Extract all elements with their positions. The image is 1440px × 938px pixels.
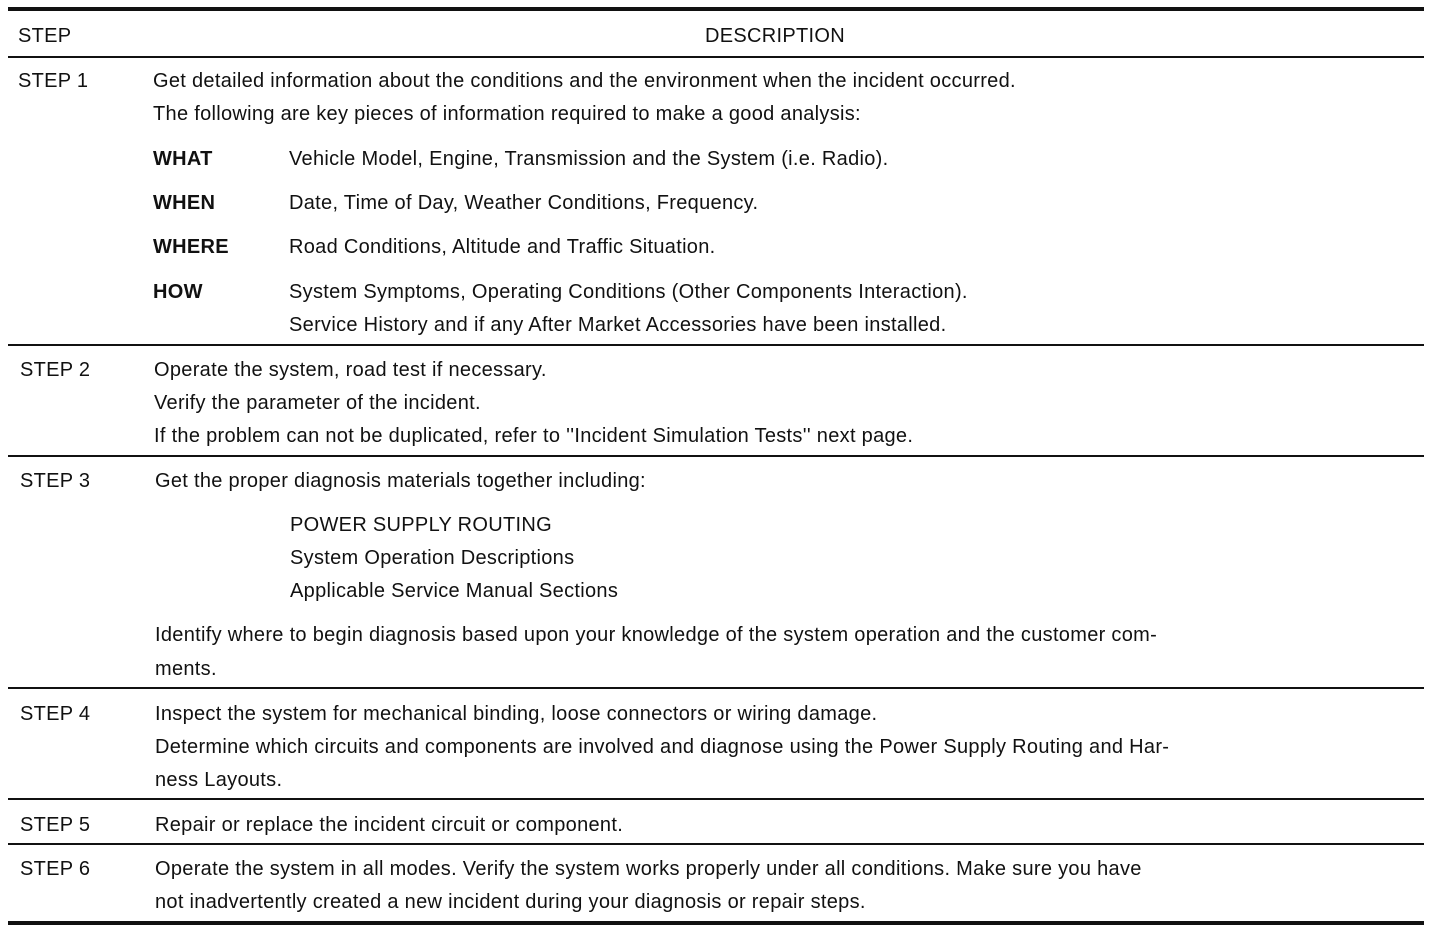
step-label: STEP 1 (18, 70, 89, 92)
step3-bottom-rule (8, 687, 1424, 689)
info-key-how: HOW (153, 281, 203, 303)
step-description-line: Get detailed information about the conditions and the environment when the incident occurred. (153, 70, 1016, 92)
step-label: STEP 5 (20, 814, 91, 836)
bottom-rule (8, 921, 1424, 925)
column-header-step: STEP (18, 25, 72, 47)
troubleshooting-steps-table (8, 0, 1424, 938)
step1-bottom-rule (8, 344, 1424, 346)
step-description-line: Identify where to begin diagnosis based upon your knowledge of the system operation and the customer com- (155, 624, 1158, 646)
step-description-line: ness Layouts. (155, 769, 283, 791)
step-label: STEP 3 (20, 470, 91, 492)
step4-bottom-rule (8, 798, 1424, 800)
step-description-line: Get the proper diagnosis materials together including: (155, 470, 646, 492)
info-value-what: Vehicle Model, Engine, Transmission and the System (i.e. Radio). (289, 148, 889, 170)
step-label: STEP 4 (20, 703, 91, 725)
step-description-line: Determine which circuits and components are involved and diagnose using the Power Supply Routing and Har- (155, 736, 1170, 758)
step-description-line: Inspect the system for mechanical binding, loose connectors or wiring damage. (155, 703, 878, 725)
info-key-what: WHAT (153, 148, 213, 170)
material-item: Applicable Service Manual Sections (290, 580, 619, 602)
column-header-description: DESCRIPTION (705, 25, 845, 47)
step2-bottom-rule (8, 455, 1424, 457)
info-value-when: Date, Time of Day, Weather Conditions, Frequency. (289, 192, 759, 214)
step5-bottom-rule (8, 843, 1424, 845)
step-description-line: ments. (155, 658, 217, 680)
info-value-where: Road Conditions, Altitude and Traffic Situation. (289, 236, 716, 258)
step-description-line: Operate the system, road test if necessary. (154, 359, 547, 381)
step-description-line: If the problem can not be duplicated, refer to ''Incident Simulation Tests'' next page. (154, 425, 914, 447)
info-key-when: WHEN (153, 192, 216, 214)
step-label: STEP 6 (20, 858, 91, 880)
header-rule (8, 56, 1424, 58)
info-key-where: WHERE (153, 236, 229, 258)
step-description-line: not inadvertently created a new incident during your diagnosis or repair steps. (155, 891, 866, 913)
step-description-line: Operate the system in all modes. Verify the system works properly under all conditions. Make sure you have (155, 858, 1142, 880)
top-rule (8, 7, 1424, 11)
step-label: STEP 2 (20, 359, 91, 381)
step-description-line: Repair or replace the incident circuit or component. (155, 814, 624, 836)
step-description-line: The following are key pieces of information required to make a good analysis: (153, 103, 861, 125)
info-value-how: System Symptoms, Operating Conditions (Other Components Interaction). (289, 281, 968, 303)
material-item: System Operation Descriptions (290, 547, 575, 569)
info-value-how: Service History and if any After Market Accessories have been installed. (289, 314, 947, 336)
material-item: POWER SUPPLY ROUTING (290, 514, 552, 536)
step-description-line: Verify the parameter of the incident. (154, 392, 481, 414)
